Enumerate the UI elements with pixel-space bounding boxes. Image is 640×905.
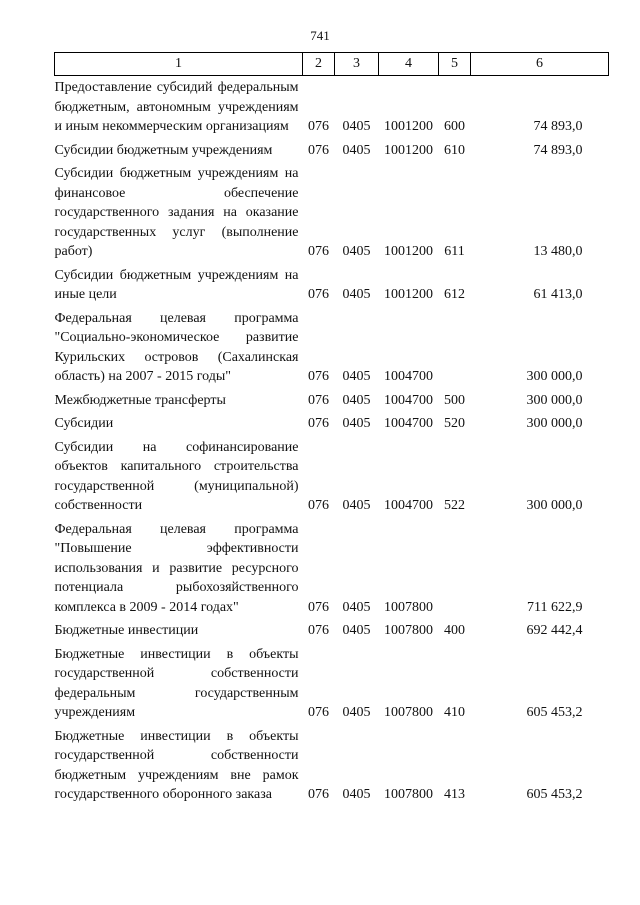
row-code-2: 076 <box>308 498 329 513</box>
row-code-5: 500 <box>444 392 465 408</box>
row-code-3: 0405 <box>342 705 371 720</box>
column-header: 1 <box>55 53 303 76</box>
row-code-4: 1007800 <box>384 705 433 720</box>
row-code-4: 1001200 <box>384 119 433 134</box>
row-code-4: 1004700 <box>384 416 433 431</box>
row-description: Субсидии на софинансирование объектов капитального строительства государственной (муниципальной) собственности <box>54 439 299 513</box>
row-code-2: 076 <box>308 623 329 638</box>
row-code-4: 1001200 <box>384 244 433 259</box>
row-code-3: 0405 <box>342 599 371 615</box>
row-code-3: 0405 <box>342 623 371 638</box>
row-code-4: 1004700 <box>384 369 433 384</box>
row-description: Субсидии бюджетным учреждениям на иные цели <box>54 267 299 302</box>
row-code-5: 610 <box>444 142 465 158</box>
row-code-2: 076 <box>308 416 329 431</box>
row-code-5: 611 <box>444 244 465 259</box>
row-amount: 300 000,0 <box>526 498 583 513</box>
table-row <box>55 264 609 307</box>
row-description: Субсидии бюджетным учреждениям на финансовое обеспечение государственного задания на оказание государственных услуг (выполнение работ) <box>54 166 299 259</box>
row-code-4: 1004700 <box>384 498 433 513</box>
row-code-5: 400 <box>444 623 465 638</box>
table-row <box>55 412 609 436</box>
column-header: 4 <box>379 53 439 76</box>
row-code-2: 076 <box>308 787 329 802</box>
row-code-2: 076 <box>308 392 329 408</box>
row-description: Межбюджетные трансферты <box>54 392 226 408</box>
row-code-2: 076 <box>308 119 329 134</box>
row-code-5 <box>439 518 471 620</box>
row-description: Федеральная целевая программа "Социально-экономическое развитие Курильских островов (Сахалинская область) на 2007 - 2015 годы" <box>54 310 299 384</box>
table-row <box>55 139 609 163</box>
row-amount: 13 480,0 <box>533 244 583 259</box>
row-code-5: 612 <box>444 287 465 302</box>
row-code-5: 413 <box>444 787 465 802</box>
column-header: 6 <box>471 53 609 76</box>
row-code-4: 1001200 <box>384 287 433 302</box>
row-code-4: 1007800 <box>384 623 433 638</box>
row-code-2: 076 <box>308 287 329 302</box>
budget-table <box>54 52 609 807</box>
column-header: 3 <box>335 53 379 76</box>
row-code-2: 076 <box>308 705 329 720</box>
row-amount: 300 000,0 <box>526 392 583 408</box>
row-description: Федеральная целевая программа "Повышение эффективности использования и развитие ресурсного потенциала рыбохозяйственного комплекса в 2009 - 2014 годах" <box>54 521 299 615</box>
row-code-3: 0405 <box>342 787 371 802</box>
row-code-5: 522 <box>444 498 465 513</box>
row-code-2: 076 <box>308 369 329 384</box>
row-amount: 61 413,0 <box>533 287 583 302</box>
row-description: Бюджетные инвестиции в объекты государственной собственности федеральным государственным учреждениям <box>54 646 299 720</box>
row-code-5: 600 <box>444 119 465 134</box>
row-code-3: 0405 <box>342 244 371 259</box>
row-code-3: 0405 <box>342 119 371 134</box>
row-code-4: 1007800 <box>384 787 433 802</box>
row-code-2: 076 <box>308 142 329 158</box>
row-code-4: 1004700 <box>384 392 433 408</box>
row-code-3: 0405 <box>342 369 371 384</box>
page-number: 741 <box>310 28 330 43</box>
table-header-row <box>55 53 609 76</box>
table-row <box>55 389 609 413</box>
table-row <box>55 162 609 264</box>
table-row <box>55 76 609 139</box>
row-description: Субсидии бюджетным учреждениям <box>54 142 273 158</box>
row-amount: 300 000,0 <box>526 416 583 431</box>
row-code-4: 1007800 <box>384 599 433 615</box>
row-description: Бюджетные инвестиции <box>54 623 199 638</box>
row-description: Субсидии <box>54 416 114 431</box>
column-header: 2 <box>303 53 335 76</box>
row-code-3: 0405 <box>342 142 371 158</box>
row-amount: 692 442,4 <box>526 623 583 638</box>
row-amount: 605 453,2 <box>526 705 583 720</box>
column-header: 5 <box>439 53 471 76</box>
row-code-5: 520 <box>444 416 465 431</box>
row-amount: 711 622,9 <box>527 599 583 615</box>
row-amount: 300 000,0 <box>526 369 583 384</box>
row-code-5: 410 <box>444 705 465 720</box>
row-code-3: 0405 <box>342 416 371 431</box>
row-code-3: 0405 <box>342 287 371 302</box>
row-description: Предоставление субсидий федеральным бюджетным, автономным учреждениям и иным некоммерческим организациям <box>54 80 299 134</box>
table-row <box>55 619 609 643</box>
row-code-2: 076 <box>308 244 329 259</box>
table-row <box>55 518 609 620</box>
table-row <box>55 436 609 518</box>
row-description: Бюджетные инвестиции в объекты государственной собственности бюджетным учреждениям вне рамок государственного оборонного заказа <box>54 728 299 802</box>
row-code-3: 0405 <box>342 498 371 513</box>
row-code-3: 0405 <box>342 392 371 408</box>
row-amount: 605 453,2 <box>526 787 583 802</box>
row-amount: 74 893,0 <box>533 119 583 134</box>
row-code-2: 076 <box>308 599 329 615</box>
table-row <box>55 643 609 725</box>
row-code-5 <box>439 307 471 389</box>
table-row <box>55 725 609 807</box>
row-amount: 74 893,0 <box>533 142 583 158</box>
row-code-4: 1001200 <box>384 142 433 158</box>
table-row <box>55 307 609 389</box>
